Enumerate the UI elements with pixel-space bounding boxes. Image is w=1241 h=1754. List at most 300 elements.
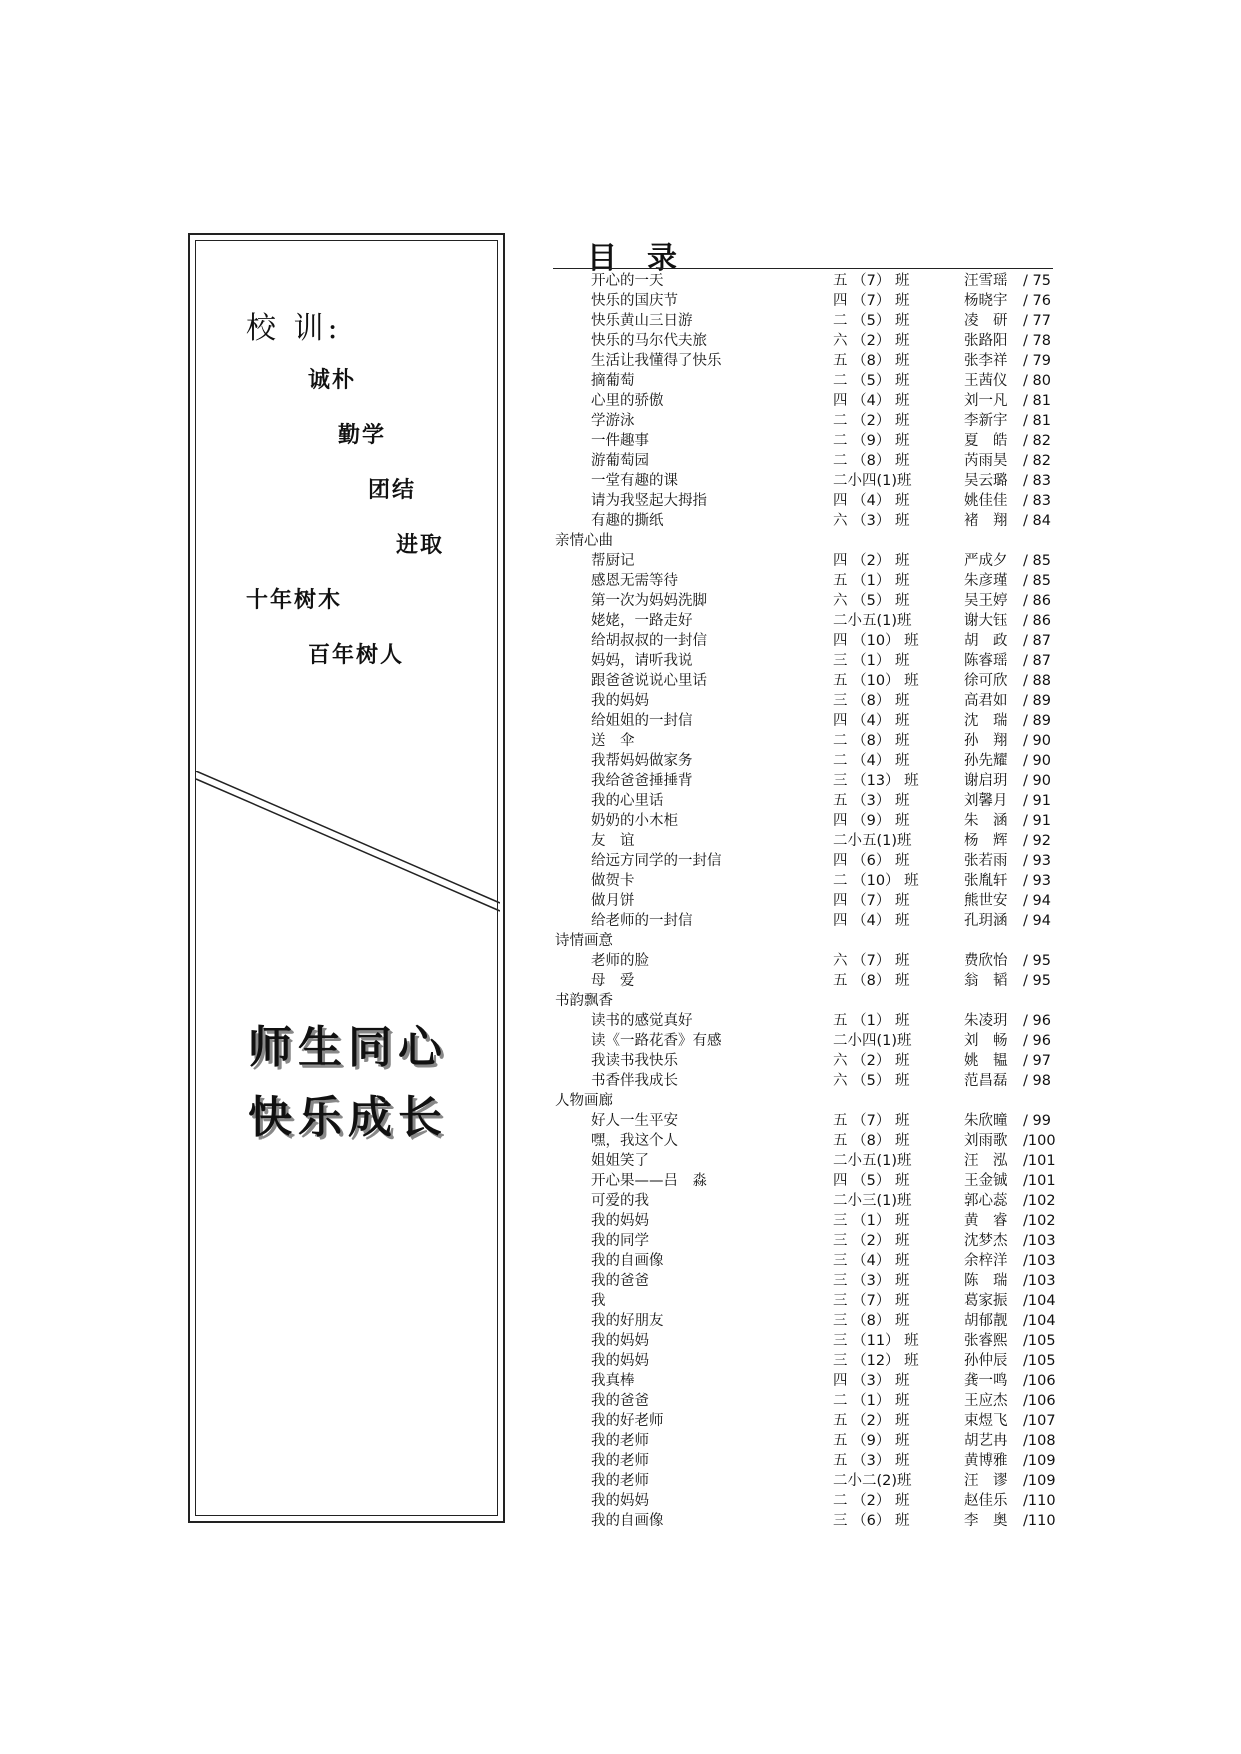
entry-class: 五 （8） 班: [833, 1133, 910, 1149]
toc-entry: [553, 1411, 1058, 1431]
entry-title: 快乐黄山三日游: [591, 313, 693, 329]
toc-entry: [553, 971, 1058, 991]
toc-section-heading: [553, 531, 1058, 551]
toc-entry: [553, 951, 1058, 971]
entry-author: 吴王婷: [964, 593, 1008, 609]
entry-class: 四 （7） 班: [833, 293, 910, 309]
entry-page: / 89: [1023, 693, 1051, 709]
entry-class: 二小五(1)班: [833, 613, 912, 629]
toc-entry: [553, 611, 1058, 631]
toc-entry: [553, 1471, 1058, 1491]
entry-page: / 96: [1023, 1013, 1051, 1029]
entry-title: 我的自画像: [591, 1513, 664, 1529]
slogan-line: 快乐成长: [248, 1092, 448, 1143]
entry-title: 我: [591, 1293, 606, 1309]
entry-title: 我的爸爸: [591, 1273, 649, 1289]
entry-page: /105: [1023, 1333, 1056, 1349]
entry-author: 胡 政: [964, 633, 1008, 649]
entry-author: 王金铖: [964, 1173, 1008, 1189]
toc-section-heading: [553, 991, 1058, 1011]
entry-title: 我的自画像: [591, 1253, 664, 1269]
toc-entry: [553, 311, 1058, 331]
entry-title: 给胡叔叔的一封信: [591, 633, 707, 649]
entry-class: 三 （12） 班: [833, 1353, 919, 1369]
entry-class: 五 （7） 班: [833, 1113, 910, 1129]
toc-entry: [553, 771, 1058, 791]
entry-class: 五 （1） 班: [833, 573, 910, 589]
entry-title: 给姐姐的一封信: [591, 713, 693, 729]
toc-entry: [553, 1371, 1058, 1391]
toc-entry: [553, 1051, 1058, 1071]
motto-line: 百年树人: [308, 643, 405, 668]
entry-title: 学游泳: [591, 413, 635, 429]
entry-class: 二 （10） 班: [833, 873, 919, 889]
entry-page: /103: [1023, 1253, 1056, 1269]
entry-title: 我读书我快乐: [591, 1053, 678, 1069]
entry-page: / 82: [1023, 433, 1051, 449]
section-title: 诗情画意: [555, 933, 613, 949]
entry-author: 褚 翔: [964, 513, 1008, 529]
entry-page: / 84: [1023, 513, 1051, 529]
entry-author: 凌 研: [964, 313, 1008, 329]
entry-page: / 99: [1023, 1113, 1051, 1129]
entry-class: 六 （5） 班: [833, 593, 910, 609]
entry-class: 四 （4） 班: [833, 393, 910, 409]
entry-page: / 90: [1023, 773, 1051, 789]
entry-author: 谢大钰: [964, 613, 1008, 629]
toc-entry: [553, 371, 1058, 391]
entry-class: 二 （8） 班: [833, 453, 910, 469]
entry-class: 二 （4） 班: [833, 753, 910, 769]
entry-class: 二小四(1)班: [833, 1033, 912, 1049]
entry-title: 姐姐笑了: [591, 1153, 649, 1169]
entry-page: / 92: [1023, 833, 1051, 849]
toc-entry: [553, 1451, 1058, 1471]
entry-title: 有趣的撕纸: [591, 513, 664, 529]
entry-page: /105: [1023, 1353, 1056, 1369]
entry-title: 我的妈妈: [591, 693, 649, 709]
entry-title: 一件趣事: [591, 433, 649, 449]
entry-class: 四 （4） 班: [833, 493, 910, 509]
entry-class: 五 （2） 班: [833, 1413, 910, 1429]
entry-title: 快乐的马尔代夫旅: [591, 333, 707, 349]
entry-class: 五 （7） 班: [833, 273, 910, 289]
entry-page: / 91: [1023, 813, 1051, 829]
entry-page: /101: [1023, 1173, 1056, 1189]
section-title: 书韵飘香: [555, 993, 613, 1009]
entry-page: /101: [1023, 1153, 1056, 1169]
entry-author: 张路阳: [964, 333, 1008, 349]
entry-title: 给远方同学的一封信: [591, 853, 722, 869]
toc-entry: [553, 1231, 1058, 1251]
table-of-contents: [553, 271, 1058, 1531]
entry-page: / 95: [1023, 973, 1051, 989]
entry-author: 张胤轩: [964, 873, 1008, 889]
entry-class: 四 （5） 班: [833, 1173, 910, 1189]
toc-entry: [553, 1291, 1058, 1311]
entry-class: 二 （1） 班: [833, 1393, 910, 1409]
entry-class: 五 （1） 班: [833, 1013, 910, 1029]
motto-line: 诚朴: [308, 368, 357, 393]
toc-entry: [553, 1031, 1058, 1051]
entry-class: 三 （7） 班: [833, 1293, 910, 1309]
entry-author: 徐可欣: [964, 673, 1008, 689]
entry-page: / 89: [1023, 713, 1051, 729]
toc-entry: [553, 451, 1058, 471]
toc-title-rule: [553, 268, 1053, 269]
entry-author: 姚 韫: [964, 1053, 1008, 1069]
entry-page: / 88: [1023, 673, 1051, 689]
entry-author: 陈 瑞: [964, 1273, 1008, 1289]
toc-entry: [553, 1071, 1058, 1091]
entry-page: / 79: [1023, 353, 1051, 369]
entry-class: 五 （3） 班: [833, 793, 910, 809]
entry-class: 四 （7） 班: [833, 893, 910, 909]
entry-class: 二 （2） 班: [833, 1493, 910, 1509]
entry-author: 余梓洋: [964, 1253, 1008, 1269]
toc-entry: [553, 551, 1058, 571]
entry-class: 五 （10） 班: [833, 673, 919, 689]
toc-entry: [553, 271, 1058, 291]
entry-author: 刘雨歌: [964, 1133, 1008, 1149]
toc-entry: [553, 571, 1058, 591]
entry-title: 我的好老师: [591, 1413, 664, 1429]
toc-entry: [553, 851, 1058, 871]
toc-entry: [553, 1271, 1058, 1291]
entry-page: / 95: [1023, 953, 1051, 969]
toc-entry: [553, 351, 1058, 371]
entry-class: 五 （3） 班: [833, 1453, 910, 1469]
entry-author: 姚佳佳: [964, 493, 1008, 509]
entry-title: 奶奶的小木柜: [591, 813, 678, 829]
entry-author: 郭心蕊: [964, 1193, 1008, 1209]
entry-author: 夏 皓: [964, 433, 1008, 449]
entry-page: /103: [1023, 1273, 1056, 1289]
entry-class: 二小三(1)班: [833, 1193, 912, 1209]
entry-page: / 97: [1023, 1053, 1051, 1069]
entry-class: 五 （8） 班: [833, 353, 910, 369]
entry-page: / 86: [1023, 613, 1051, 629]
entry-author: 刘一凡: [964, 393, 1008, 409]
toc-entry: [553, 651, 1058, 671]
entry-page: /106: [1023, 1393, 1056, 1409]
toc-entry: [553, 1511, 1058, 1531]
entry-page: /103: [1023, 1233, 1056, 1249]
entry-author: 王应杰: [964, 1393, 1008, 1409]
entry-author: 芮雨昊: [964, 453, 1008, 469]
toc-entry: [553, 411, 1058, 431]
entry-class: 五 （8） 班: [833, 973, 910, 989]
entry-class: 六 （7） 班: [833, 953, 910, 969]
entry-title: 送 伞: [591, 733, 635, 749]
toc-entry: [553, 751, 1058, 771]
entry-author: 黄 睿: [964, 1213, 1008, 1229]
entry-class: 六 （3） 班: [833, 513, 910, 529]
toc-entry: [553, 471, 1058, 491]
entry-title: 我的老师: [591, 1453, 649, 1469]
entry-author: 熊世安: [964, 893, 1008, 909]
entry-author: 张睿熙: [964, 1333, 1008, 1349]
motto-title: 校 训:: [246, 311, 342, 346]
entry-page: /109: [1023, 1453, 1056, 1469]
entry-title: 好人一生平安: [591, 1113, 678, 1129]
entry-title: 请为我竖起大拇指: [591, 493, 707, 509]
entry-title: 做月饼: [591, 893, 635, 909]
entry-page: /104: [1023, 1293, 1056, 1309]
entry-title: 生活让我懂得了快乐: [591, 353, 722, 369]
entry-title: 我的好朋友: [591, 1313, 664, 1329]
entry-author: 汪 谬: [964, 1473, 1008, 1489]
entry-page: / 83: [1023, 473, 1051, 489]
entry-class: 三 （6） 班: [833, 1513, 910, 1529]
entry-title: 给老师的一封信: [591, 913, 693, 929]
toc-entry: [553, 731, 1058, 751]
entry-title: 老师的脸: [591, 953, 649, 969]
entry-class: 三 （3） 班: [833, 1273, 910, 1289]
entry-class: 六 （5） 班: [833, 1073, 910, 1089]
entry-page: /104: [1023, 1313, 1056, 1329]
entry-page: / 93: [1023, 873, 1051, 889]
entry-title: 我的妈妈: [591, 1333, 649, 1349]
entry-title: 我帮妈妈做家务: [591, 753, 693, 769]
motto-line: 进取: [396, 533, 445, 558]
entry-page: / 87: [1023, 633, 1051, 649]
entry-page: /109: [1023, 1473, 1056, 1489]
motto-panel: [188, 233, 505, 1523]
entry-title: 我给爸爸捶捶背: [591, 773, 693, 789]
toc-entry: [553, 1431, 1058, 1451]
slogan-line: 师生同心: [248, 1022, 448, 1073]
entry-class: 二 （2） 班: [833, 413, 910, 429]
entry-title: 做贺卡: [591, 873, 635, 889]
toc-section-heading: [553, 931, 1058, 951]
entry-class: 二小五(1)班: [833, 1153, 912, 1169]
entry-author: 王茜仪: [964, 373, 1008, 389]
entry-title: 我真棒: [591, 1373, 635, 1389]
entry-title: 友 谊: [591, 833, 635, 849]
entry-page: / 75: [1023, 273, 1051, 289]
entry-class: 三 （2） 班: [833, 1233, 910, 1249]
entry-author: 朱凌玥: [964, 1013, 1008, 1029]
entry-page: / 96: [1023, 1033, 1051, 1049]
diagonal-divider: [196, 771, 500, 921]
entry-author: 吴云璐: [964, 473, 1008, 489]
entry-author: 汪 泓: [964, 1153, 1008, 1169]
toc-entry: [553, 811, 1058, 831]
toc-entry: [553, 671, 1058, 691]
entry-class: 四 （2） 班: [833, 553, 910, 569]
entry-class: 二小四(1)班: [833, 473, 912, 489]
entry-page: /110: [1023, 1493, 1056, 1509]
entry-title: 第一次为妈妈洗脚: [591, 593, 707, 609]
entry-page: / 76: [1023, 293, 1051, 309]
toc-entry: [553, 791, 1058, 811]
toc-entry: [553, 631, 1058, 651]
entry-title: 我的同学: [591, 1233, 649, 1249]
entry-class: 二 （5） 班: [833, 313, 910, 329]
entry-author: 刘 畅: [964, 1033, 1008, 1049]
entry-title: 一堂有趣的课: [591, 473, 678, 489]
entry-page: / 81: [1023, 413, 1051, 429]
entry-page: /102: [1023, 1213, 1056, 1229]
entry-author: 沈梦杰: [964, 1233, 1008, 1249]
entry-author: 孔玥涵: [964, 913, 1008, 929]
entry-page: / 91: [1023, 793, 1051, 809]
entry-author: 杨 辉: [964, 833, 1008, 849]
entry-page: / 81: [1023, 393, 1051, 409]
entry-page: / 87: [1023, 653, 1051, 669]
entry-author: 赵佳乐: [964, 1493, 1008, 1509]
motto-line: 十年树木: [246, 588, 343, 613]
motto-line: 勤学: [338, 423, 387, 448]
toc-entry: [553, 1191, 1058, 1211]
entry-title: 读书的感觉真好: [591, 1013, 693, 1029]
entry-author: 朱 涵: [964, 813, 1008, 829]
entry-author: 胡郁靓: [964, 1313, 1008, 1329]
entry-author: 束煜飞: [964, 1413, 1008, 1429]
entry-class: 三 （4） 班: [833, 1253, 910, 1269]
entry-class: 二小二(2)班: [833, 1473, 912, 1489]
entry-class: 四 （6） 班: [833, 853, 910, 869]
motto-line: 团结: [368, 478, 417, 503]
entry-title: 感恩无需等待: [591, 573, 678, 589]
entry-class: 三 （8） 班: [833, 1313, 910, 1329]
toc-entry: [553, 1171, 1058, 1191]
entry-page: /108: [1023, 1433, 1056, 1449]
entry-title: 读《一路花香》有感: [591, 1033, 722, 1049]
entry-page: / 77: [1023, 313, 1051, 329]
toc-entry: [553, 911, 1058, 931]
entry-author: 谢启玥: [964, 773, 1008, 789]
entry-title: 可爱的我: [591, 1193, 649, 1209]
entry-class: 二 （9） 班: [833, 433, 910, 449]
entry-author: 翁 韬: [964, 973, 1008, 989]
entry-title: 我的爸爸: [591, 1393, 649, 1409]
entry-page: / 93: [1023, 853, 1051, 869]
entry-class: 三 （1） 班: [833, 1213, 910, 1229]
entry-class: 六 （2） 班: [833, 333, 910, 349]
entry-author: 朱欣曈: [964, 1113, 1008, 1129]
toc-entry: [553, 1391, 1058, 1411]
entry-title: 开心的一天: [591, 273, 664, 289]
toc-entry: [553, 511, 1058, 531]
toc-entry: [553, 1211, 1058, 1231]
entry-page: / 98: [1023, 1073, 1051, 1089]
toc-entry: [553, 871, 1058, 891]
entry-class: 四 （9） 班: [833, 813, 910, 829]
toc-section-heading: [553, 1091, 1058, 1111]
entry-class: 三 （1） 班: [833, 653, 910, 669]
entry-title: 我的老师: [591, 1473, 649, 1489]
entry-title: 跟爸爸说说心里话: [591, 673, 707, 689]
entry-title: 妈妈，请听我说: [591, 653, 693, 669]
toc-entry: [553, 1311, 1058, 1331]
entry-page: / 85: [1023, 573, 1051, 589]
entry-page: / 78: [1023, 333, 1051, 349]
toc-entry: [553, 591, 1058, 611]
entry-class: 四 （3） 班: [833, 1373, 910, 1389]
entry-class: 三 （8） 班: [833, 693, 910, 709]
entry-title: 我的妈妈: [591, 1213, 649, 1229]
entry-author: 黄博雅: [964, 1453, 1008, 1469]
entry-class: 二 （8） 班: [833, 733, 910, 749]
toc-entry: [553, 1131, 1058, 1151]
entry-page: /102: [1023, 1193, 1056, 1209]
toc-entry: [553, 1251, 1058, 1271]
entry-title: 我的老师: [591, 1433, 649, 1449]
entry-author: 葛家振: [964, 1293, 1008, 1309]
entry-author: 汪雪瑶: [964, 273, 1008, 289]
entry-class: 五 （9） 班: [833, 1433, 910, 1449]
entry-title: 我的心里话: [591, 793, 664, 809]
toc-entry: [553, 711, 1058, 731]
entry-page: / 94: [1023, 913, 1051, 929]
toc-entry: [553, 491, 1058, 511]
entry-class: 四 （4） 班: [833, 913, 910, 929]
entry-author: 刘馨月: [964, 793, 1008, 809]
entry-title: 我的妈妈: [591, 1493, 649, 1509]
entry-author: 张若雨: [964, 853, 1008, 869]
entry-class: 四 （10） 班: [833, 633, 919, 649]
entry-title: 开心果——吕 淼: [591, 1173, 707, 1189]
entry-author: 李 奥: [964, 1513, 1008, 1529]
entry-page: / 82: [1023, 453, 1051, 469]
entry-author: 龚一鸣: [964, 1373, 1008, 1389]
toc-entry: [553, 1351, 1058, 1371]
entry-class: 三 （11） 班: [833, 1333, 919, 1349]
toc-entry: [553, 691, 1058, 711]
entry-author: 高君如: [964, 693, 1008, 709]
entry-title: 我的妈妈: [591, 1353, 649, 1369]
section-title: 亲情心曲: [555, 533, 613, 549]
entry-author: 张李祥: [964, 353, 1008, 369]
entry-author: 费欣怡: [964, 953, 1008, 969]
entry-author: 严成夕: [964, 553, 1008, 569]
entry-title: 心里的骄傲: [591, 393, 664, 409]
entry-page: / 83: [1023, 493, 1051, 509]
entry-title: 游葡萄园: [591, 453, 649, 469]
toc-entry: [553, 1491, 1058, 1511]
toc-entry: [553, 1011, 1058, 1031]
entry-author: 李新宇: [964, 413, 1008, 429]
toc-entry: [553, 331, 1058, 351]
entry-author: 朱彦瑾: [964, 573, 1008, 589]
toc-entry: [553, 1111, 1058, 1131]
entry-author: 杨晓宇: [964, 293, 1008, 309]
section-title: 人物画廊: [555, 1093, 613, 1109]
entry-title: 姥姥，一路走好: [591, 613, 693, 629]
entry-page: /110: [1023, 1513, 1056, 1529]
entry-title: 母 爱: [591, 973, 635, 989]
entry-author: 孙先耀: [964, 753, 1008, 769]
toc-entry: [553, 291, 1058, 311]
toc-entry: [553, 391, 1058, 411]
entry-page: / 86: [1023, 593, 1051, 609]
entry-page: /106: [1023, 1373, 1056, 1389]
entry-page: / 90: [1023, 753, 1051, 769]
toc-entry: [553, 1331, 1058, 1351]
entry-title: 摘葡萄: [591, 373, 635, 389]
entry-title: 快乐的国庆节: [591, 293, 678, 309]
entry-title: 书香伴我成长: [591, 1073, 678, 1089]
entry-author: 范昌磊: [964, 1073, 1008, 1089]
entry-page: / 85: [1023, 553, 1051, 569]
entry-class: 四 （4） 班: [833, 713, 910, 729]
entry-title: 帮厨记: [591, 553, 635, 569]
toc-entry: [553, 1151, 1058, 1171]
toc-title: 目录: [587, 241, 707, 276]
entry-page: / 90: [1023, 733, 1051, 749]
